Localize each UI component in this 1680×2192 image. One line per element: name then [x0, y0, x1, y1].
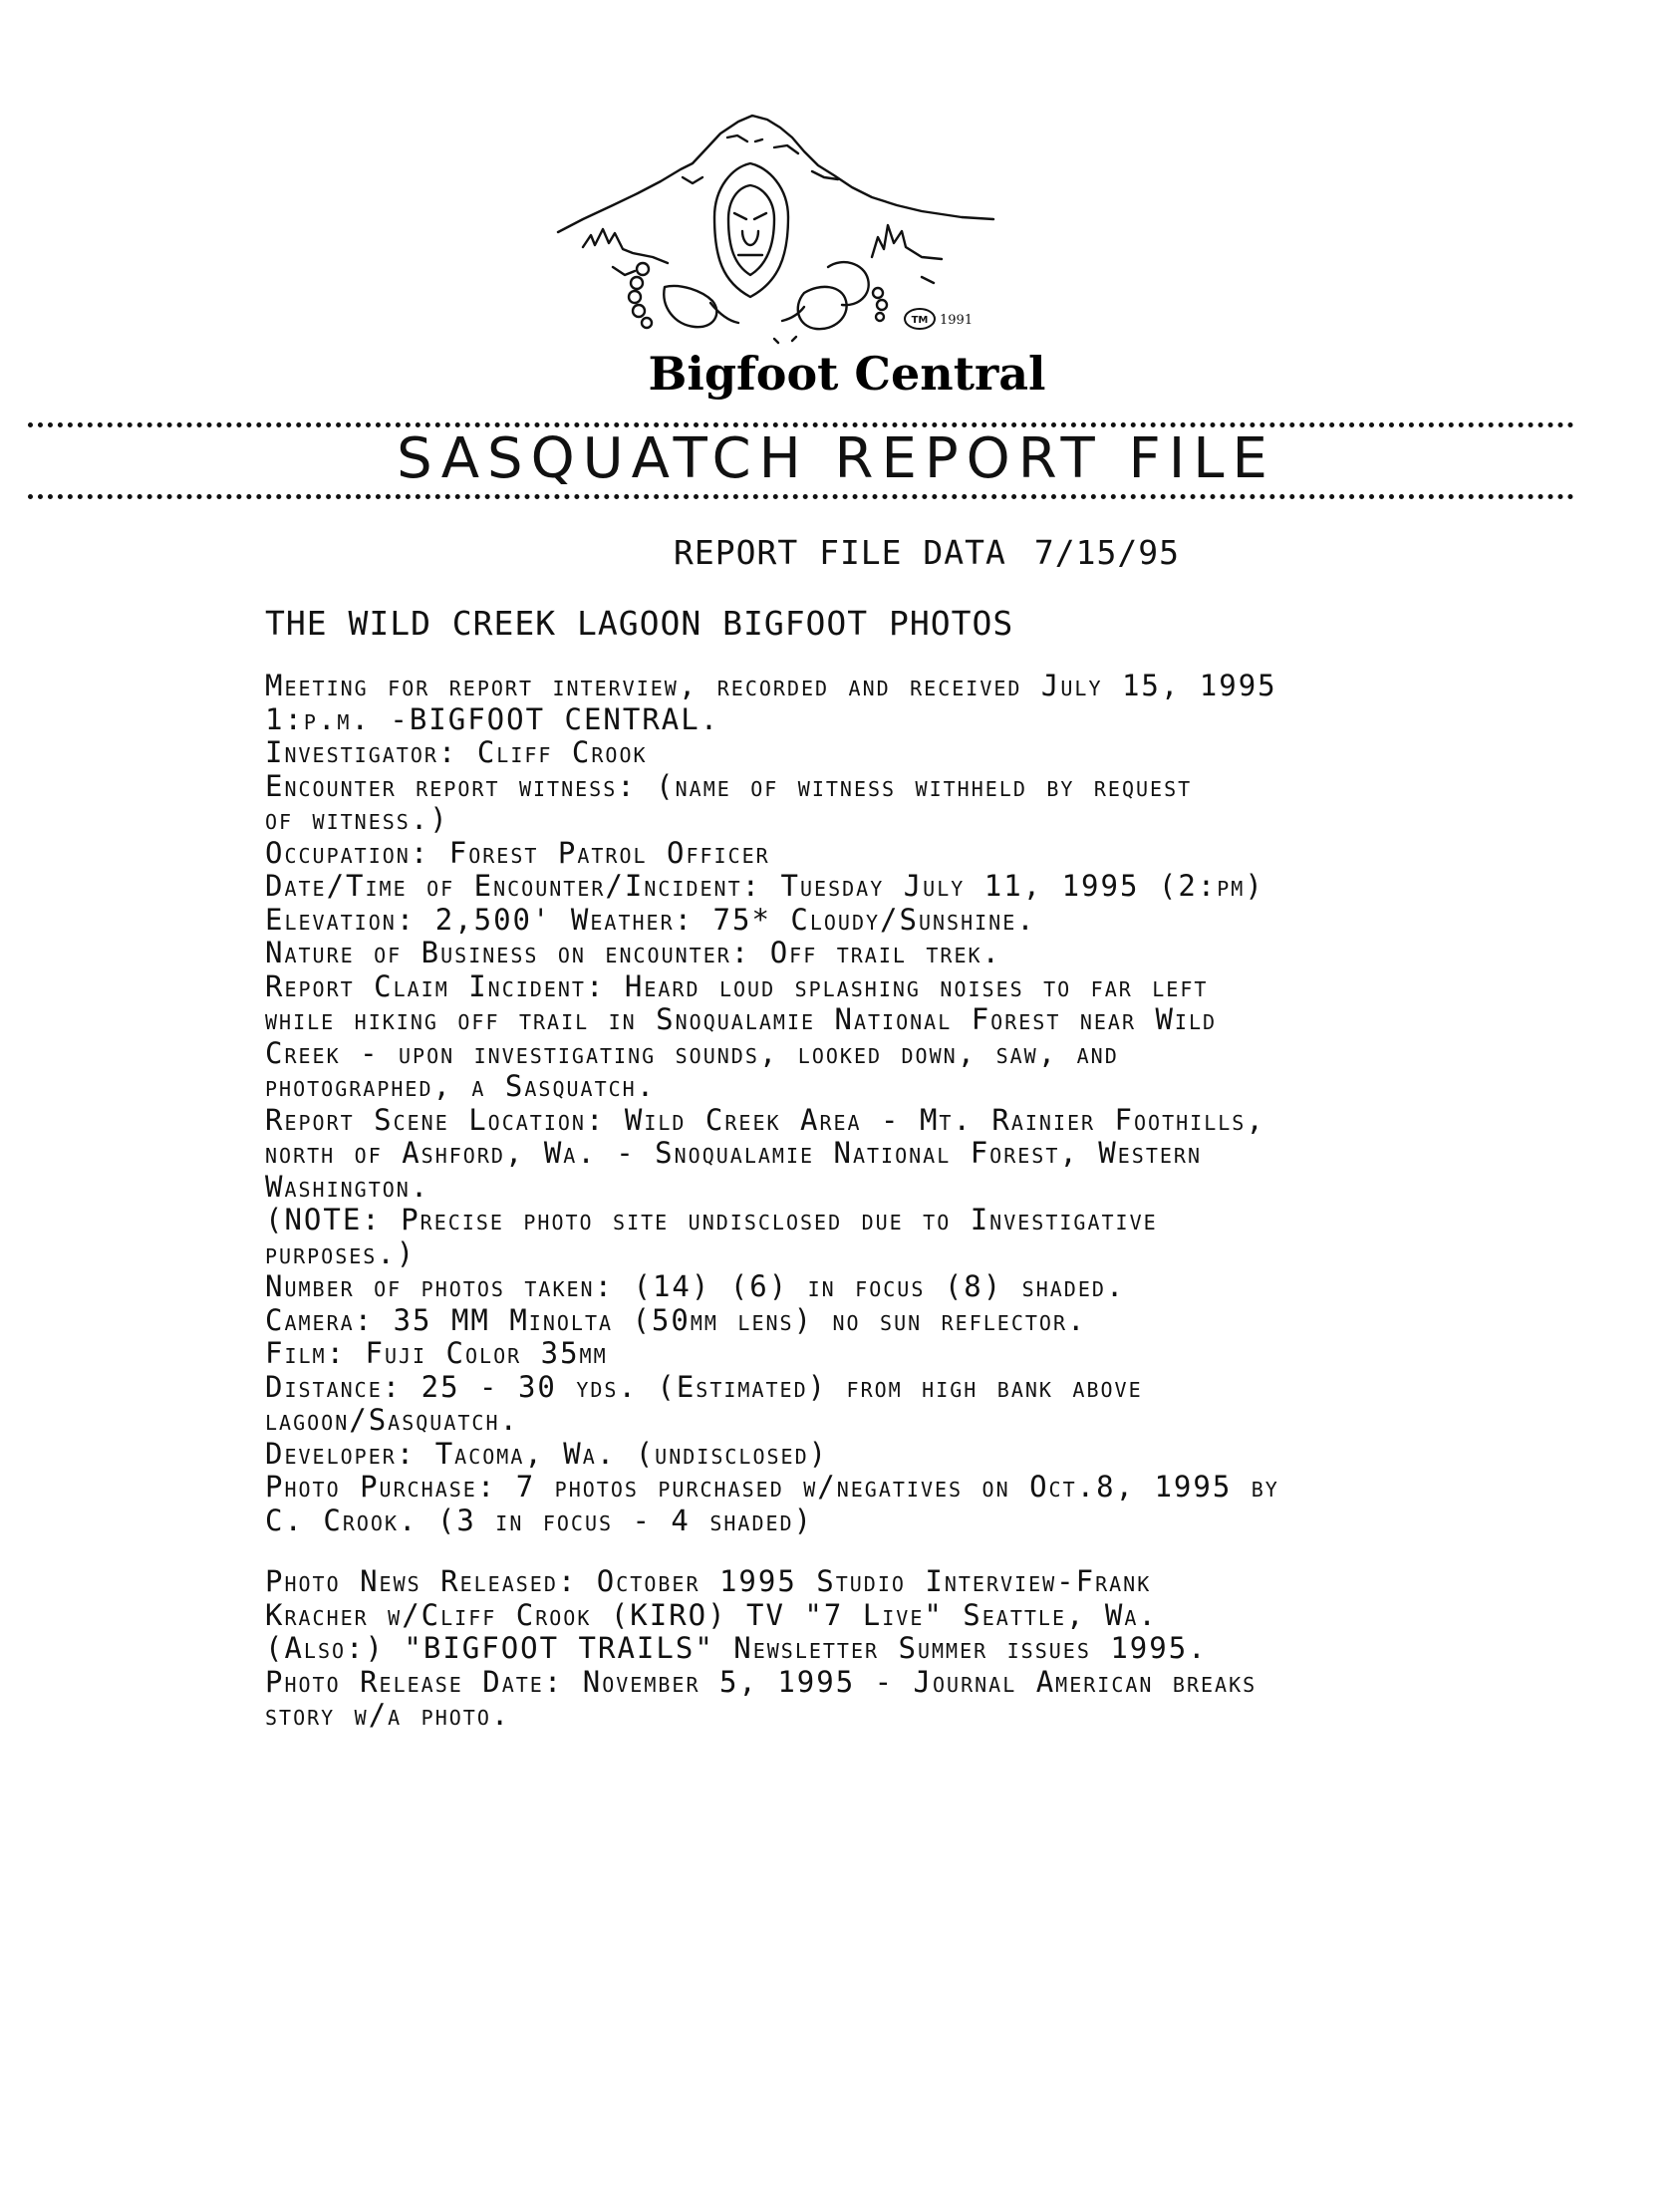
dotted-rule-bottom: [28, 494, 1574, 499]
report-line: Distance: 25 - 30 yds. (Estimated) from high bank above: [265, 1369, 1143, 1404]
release-line: (Also:) "BIGFOOT TRAILS" Newsletter Summer issues 1995.: [265, 1631, 1208, 1665]
brand-name: Bigfoot Central: [648, 347, 1046, 401]
release-line: Photo News Released: October 1995 Studio Interview-Frank: [265, 1564, 1152, 1598]
report-line: while hiking off trail in Snoqualamie National Forest near Wild: [265, 1002, 1218, 1036]
paragraph-gap: [265, 1537, 1600, 1565]
report-line: Number of photos taken: (14) (6) in focus (8) shaded.: [265, 1269, 1126, 1303]
release-line: Kracher w/Cliff Crook (KIRO) TV "7 Live" Seattle, Wa.: [265, 1597, 1158, 1632]
report-line: photographed, a Sasquatch.: [265, 1069, 657, 1103]
report-file-data: [674, 533, 1180, 572]
bigfoot-mountain-logo-icon: [543, 108, 1011, 377]
report-line: Nature of Business on encounter: Off trail trek.: [265, 936, 1001, 969]
report-line: Developer: Tacoma, Wa. (undisclosed): [265, 1436, 829, 1471]
report-heading: THE WILD CREEK LAGOON BIGFOOT PHOTOS: [265, 604, 1014, 643]
report-line: of witness.): [265, 802, 449, 836]
report-file-data-label: REPORT FILE DATA: [674, 533, 1006, 572]
report-line: Film: Fuji Color 35mm: [265, 1336, 608, 1370]
report-line: Photo Purchase: 7 photos purchased w/negatives on Oct.8, 1995 by: [265, 1470, 1279, 1504]
report-line: C. Crook. (3 in focus - 4 shaded): [265, 1503, 814, 1537]
report-line: purposes.): [265, 1235, 417, 1270]
report-line: Date/Time of Encounter/Incident: Tuesday July 11, 1995 (2:pm): [265, 869, 1264, 903]
report-line: Occupation: Forest Patrol Officer: [265, 835, 770, 870]
report-line: 1:p.m. -BIGFOOT CENTRAL.: [265, 701, 720, 736]
file-title: SASQUATCH REPORT FILE: [397, 426, 1275, 491]
trademark-symbol: TM: [911, 315, 929, 326]
report-line: (NOTE: Precise photo site undisclosed due to Investigative: [265, 1203, 1158, 1236]
release-line: story w/a photo.: [265, 1698, 511, 1732]
report-body: [265, 670, 1600, 1733]
report-line: Investigator: Cliff Crook: [265, 735, 648, 769]
report-line: Elevation: 2,500' Weather: 75* Cloudy/Sunshine.: [265, 902, 1036, 937]
report-line: Report Scene Location: Wild Creek Area - Mt. Rainier Foothills,: [265, 1102, 1265, 1137]
report-line: Creek - upon investigating sounds, looked down, saw, and: [265, 1035, 1119, 1070]
logo-year: 1991: [940, 313, 974, 328]
report-line: Encounter report witness: (name of witness withheld by request: [265, 768, 1193, 803]
release-line: Photo Release Date: November 5, 1995 - Journal American breaks: [265, 1664, 1258, 1699]
report-line: Report Claim Incident: Heard loud splashing noises to far left: [265, 968, 1209, 1003]
report-line: lagoon/Sasquatch.: [265, 1403, 519, 1437]
report-line: Washington.: [265, 1169, 430, 1204]
report-line: north of Ashford, Wa. - Snoqualamie National Forest, Western: [265, 1136, 1202, 1170]
report-line: Meeting for report interview, recorded and received July 15, 1995: [265, 669, 1277, 702]
report-line: Camera: 35 MM Minolta (50mm lens) no sun reflector.: [265, 1302, 1087, 1337]
report-file-date: 7/15/95: [1033, 533, 1180, 572]
